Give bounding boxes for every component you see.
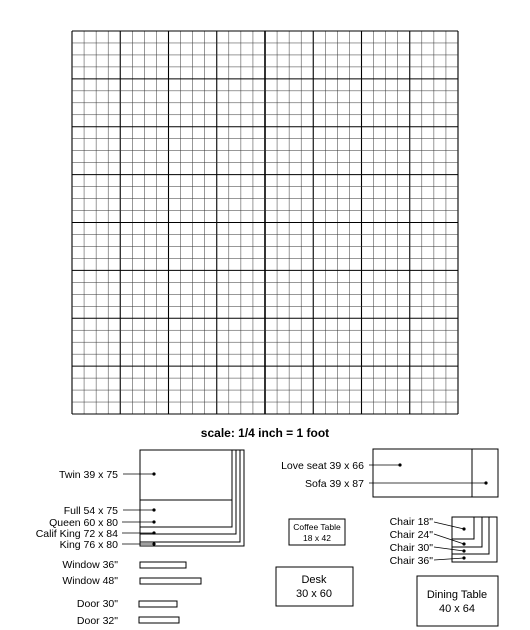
- window-36-label: Window 36": [62, 559, 118, 571]
- king-bed-label: King 76 x 80: [59, 539, 118, 551]
- desk-shape[interactable]: [276, 567, 353, 606]
- graph-paper-grid: [72, 31, 458, 414]
- door-32-shape[interactable]: [139, 617, 179, 623]
- seating-dots: [398, 463, 487, 484]
- window-48-label: Window 48": [62, 575, 118, 587]
- desk-name: Desk: [301, 574, 327, 586]
- full-bed-label: Full 54 x 75: [63, 505, 118, 517]
- seating-cutouts: [373, 449, 498, 497]
- twin-bed-label: Twin 39 x 75: [59, 469, 118, 481]
- door-30-shape[interactable]: [139, 601, 177, 607]
- bed-dots: [152, 472, 155, 545]
- door-30-label: Door 30": [76, 598, 118, 610]
- chair-30-shape[interactable]: [452, 517, 489, 554]
- chair-24-label: Chair 24": [389, 529, 433, 541]
- window-36-shape[interactable]: [140, 562, 186, 568]
- dining-table-shape[interactable]: [417, 576, 498, 626]
- desk-size: 30 x 60: [295, 588, 333, 600]
- calif-king-bed-label: Calif King 72 x 84: [35, 528, 118, 540]
- coffee-table-size: 18 x 42: [303, 533, 331, 543]
- scale-caption: scale: 1/4 inch = 1 foot: [200, 426, 330, 440]
- chair-30-label: Chair 30": [389, 542, 433, 554]
- chair-dots: [462, 527, 465, 559]
- queen-bed-label: Queen 60 x 80: [49, 517, 118, 529]
- full-bed-shape[interactable]: [140, 450, 232, 527]
- chair-36-label: Chair 36": [389, 555, 433, 567]
- chair-cutouts: [452, 517, 497, 562]
- love-seat-label: Love seat 39 x 66: [281, 460, 364, 472]
- door-32-label: Door 32": [76, 615, 118, 627]
- window-48-shape[interactable]: [140, 578, 201, 584]
- chair-18-label: Chair 18": [389, 516, 433, 528]
- sofa-label: Sofa 39 x 87: [305, 478, 364, 490]
- dining-table-size: 40 x 64: [438, 603, 476, 615]
- chair-24-shape[interactable]: [452, 517, 482, 547]
- coffee-table-name: Coffee Table: [293, 522, 341, 532]
- seating-leaders: [369, 465, 486, 483]
- bed-cutouts: [140, 450, 244, 546]
- sofa-shape[interactable]: [373, 449, 498, 497]
- dining-table-name: Dining Table: [426, 589, 488, 601]
- calif-king-bed-shape[interactable]: [140, 450, 240, 542]
- king-bed-shape[interactable]: [140, 450, 244, 546]
